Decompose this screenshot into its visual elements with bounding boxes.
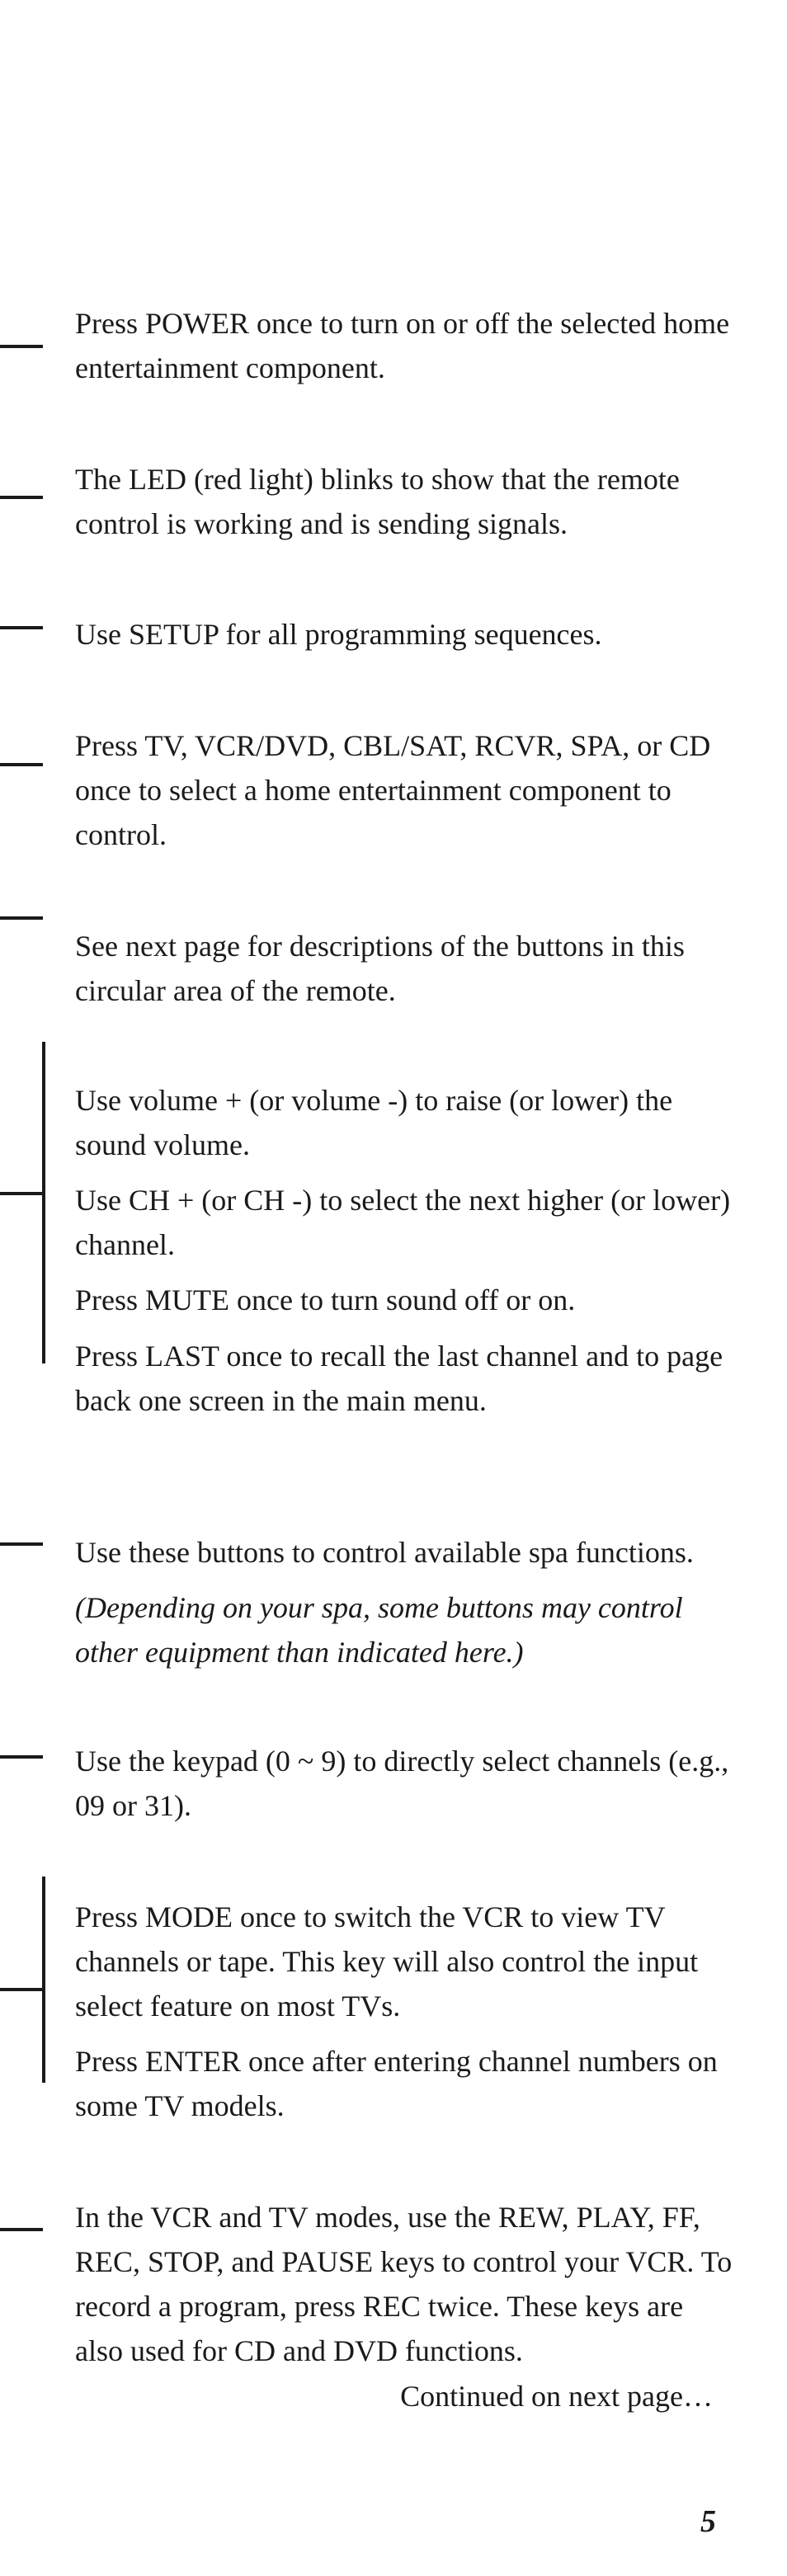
callout-line-circular bbox=[0, 916, 43, 920]
last-description: Press LAST once to recall the last channel and to page back one screen in the main menu. bbox=[75, 1340, 723, 1417]
bracket-mode-group bbox=[42, 1877, 45, 2083]
vcr-description: In the VCR and TV modes, use the REW, PLAY, FF, REC, STOP, and PAUSE keys to control your VCR. To record a program, press REC twice. These keys are also used for CD and DVD functions. bbox=[75, 2201, 733, 2367]
page-number: 5 bbox=[700, 2504, 716, 2539]
callout-line-vcr bbox=[0, 2228, 43, 2231]
callout-line-led bbox=[0, 496, 43, 499]
circular-area-description: See next page for descriptions of the buttons in this circular area of the remote. bbox=[75, 930, 685, 1007]
setup-description: Use SETUP for all programming sequences. bbox=[75, 618, 602, 651]
spa-note: (Depending on your spa, some buttons may control other equipment than indicated here.) bbox=[75, 1591, 683, 1669]
callout-line-volume-group bbox=[0, 1192, 43, 1195]
mode-description: Press MODE once to switch the VCR to view TV channels or tape. This key will also control the input select feature on most TVs. bbox=[75, 1900, 699, 2023]
callout-line-setup bbox=[0, 626, 43, 629]
keypad-description: Use the keypad (0 ~ 9) to directly select channels (e.g., 09 or 31). bbox=[75, 1745, 729, 1822]
continued-note: Continued on next page… bbox=[400, 2380, 713, 2413]
callout-line-mode-group bbox=[0, 1988, 43, 1991]
bracket-volume-group bbox=[42, 1042, 45, 1363]
channel-description: Use CH + (or CH -) to select the next higher (or lower) channel. bbox=[75, 1184, 731, 1261]
device-description: Press TV, VCR/DVD, CBL/SAT, RCVR, SPA, or CD once to select a home entertainment component to control. bbox=[75, 729, 711, 851]
spa-description: Use these buttons to control available spa functions. bbox=[75, 1536, 694, 1569]
callout-line-keypad bbox=[0, 1755, 43, 1759]
enter-description: Press ENTER once after entering channel numbers on some TV models. bbox=[75, 2045, 718, 2122]
led-description: The LED (red light) blinks to show that the remote control is working and is sending signals. bbox=[75, 463, 680, 540]
power-description: Press POWER once to turn on or off the selected home entertainment component. bbox=[75, 307, 730, 384]
callout-line-spa bbox=[0, 1542, 43, 1546]
volume-description: Use volume + (or volume -) to raise (or lower) the sound volume. bbox=[75, 1084, 673, 1161]
callout-line-device bbox=[0, 763, 43, 766]
callout-line-power bbox=[0, 345, 43, 348]
mute-description: Press MUTE once to turn sound off or on. bbox=[75, 1283, 576, 1316]
